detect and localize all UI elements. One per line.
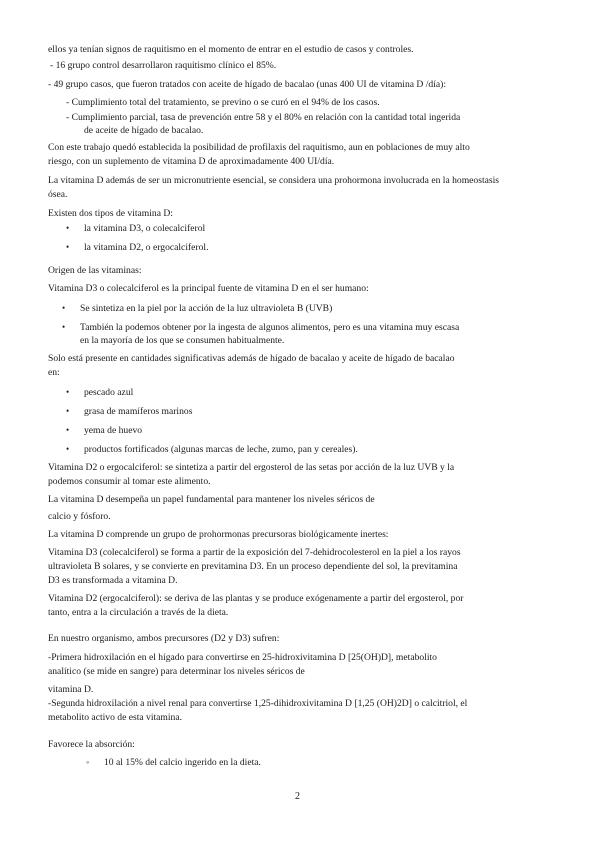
- text-line: Vitamina D3 o colecalciferol es la principal fuente de vitamina D en el ser humano:: [48, 283, 369, 294]
- text-line: analítico (se mide en sangre) para determinar los niveles séricos de: [48, 666, 305, 677]
- list-item: 10 al 15% del calcio ingerido en la dieta.: [104, 757, 261, 768]
- text-line: Solo está presente en cantidades significativas además de hígado de bacalao y aceite de hígado de bacalao: [48, 353, 455, 364]
- bullet-icon: •: [66, 425, 70, 435]
- list-item: grasa de mamíferos marinos: [84, 406, 193, 417]
- text-line: -Primera hidroxilación en el hígado para convertirse en 25-hidroxivitamina D [25(OH)D], metabolito: [48, 652, 437, 663]
- text-line: Vitamina D3 (colecalciferol) se forma a partir de la exposición del 7-dehidrocolesterol en la piel a los rayos: [48, 547, 461, 558]
- bullet-icon: •: [66, 444, 70, 454]
- bullet-icon: •: [62, 322, 66, 332]
- list-item: la vitamina D2, o ergocalciferol.: [84, 242, 209, 253]
- list-item: yema de huevo: [84, 425, 143, 436]
- bullet-icon: •: [66, 223, 70, 233]
- bullet-icon: •: [62, 303, 66, 313]
- list-item: productos fortificados (algunas marcas de leche, zumo, pan y cereales).: [84, 444, 358, 455]
- bullet-icon: •: [66, 387, 70, 397]
- text-line: ellos ya tenían signos de raquitismo en el momento de entrar en el estudio de casos y controles.: [48, 44, 414, 55]
- text-line: ultravioleta B solares, y se convierte en previtamina D3. En un proceso dependiente del sol, la previtamina: [48, 561, 458, 572]
- text-line: Favorece la absorción:: [48, 739, 135, 750]
- text-line: vitamina D.: [48, 684, 94, 695]
- text-line: Vitamina D2 (ergocalciferol): se deriva de las plantas y se produce exógenamente a partir del ergosterol, por: [48, 593, 464, 604]
- text-line: Existen dos tipos de vitamina D:: [48, 208, 173, 219]
- page-number: 2: [295, 791, 300, 802]
- text-line: Origen de las vitaminas:: [48, 265, 142, 276]
- text-line: calcio y fósforo.: [48, 511, 111, 522]
- bullet-icon: •: [66, 406, 70, 416]
- text-line: La vitamina D comprende un grupo de prohormonas precursoras biológicamente inertes:: [48, 529, 389, 540]
- text-line: D3 es transformada a vitamina D.: [48, 575, 178, 586]
- text-line: Vitamina D2 o ergocalciferol: se sintetiza a partir del ergosterol de las setas por acción de la luz UVB y la: [48, 462, 455, 473]
- text-line: en:: [48, 367, 60, 378]
- text-line: - 16 grupo control desarrollaron raquitismo clínico el 85%.: [50, 60, 277, 71]
- bullet-icon: •: [66, 242, 70, 252]
- text-line: ósea.: [48, 189, 68, 200]
- text-line: En nuestro organismo, ambos precursores (D2 y D3) sufren:: [48, 633, 280, 644]
- text-line: La vitamina D desempeña un papel fundamental para mantener los niveles séricos de: [48, 494, 375, 505]
- text-line: riesgo, con un suplemento de vitamina D de aproximadamente 400 UI/día.: [48, 156, 335, 167]
- list-item: la vitamina D3, o colecalciferol: [84, 223, 206, 234]
- text-line: La vitamina D además de ser un micronutriente esencial, se considera una prohormona involucrada en la homeostasis: [48, 175, 500, 186]
- text-line: Con este trabajo quedó establecida la posibilidad de profilaxis del raquitismo, aun en poblaciones de muy alto: [48, 142, 470, 153]
- text-line: de aceite de hígado de bacalao.: [84, 125, 204, 136]
- text-line: -Segunda hidroxilación a nivel renal para convertirse 1,25-dihidroxivitamina D [1,25 (OH)2D] o calcitriol, el: [48, 698, 468, 709]
- list-item: Se sintetiza en la piel por la acción de la luz ultravioleta B (UVB): [80, 303, 333, 314]
- text-line: podemos consumir al tomar este alimento.: [48, 476, 211, 487]
- text-line: - Cumplimiento total del tratamiento, se previno o se curó en el 94% de los casos.: [66, 97, 380, 108]
- list-item: pescado azul: [84, 387, 134, 398]
- list-item: en la mayoría de los que se consumen habitualmente.: [80, 335, 285, 346]
- text-line: - 49 grupo casos, que fueron tratados con aceite de hígado de bacalao (unas 400 UI de vitamina D /día):: [48, 79, 447, 90]
- text-line: metabolito activo de esta vitamina.: [48, 712, 183, 723]
- circle-bullet-icon: ◦: [86, 757, 90, 767]
- text-line: - Cumplimiento parcial, tasa de prevención entre 58 y el 80% en relación con la cantidad total ingerida: [66, 112, 461, 123]
- text-line: tanto, entra a la circulación a través de la dieta.: [48, 607, 229, 618]
- list-item: También la podemos obtener por la ingesta de algunos alimentos, pero es una vitamina muy escasa: [80, 322, 460, 333]
